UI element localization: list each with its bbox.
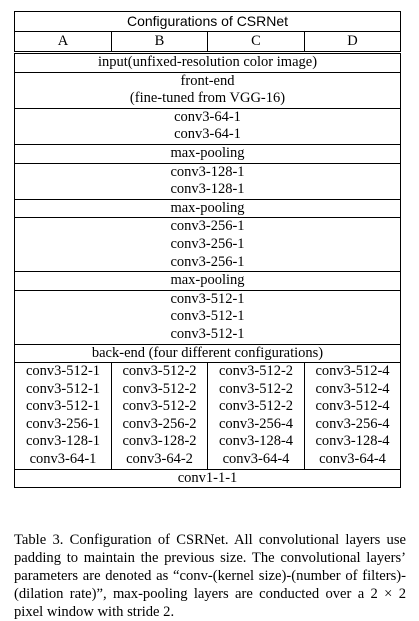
frontend-layer: conv3-64-1 bbox=[15, 126, 401, 144]
frontend-layer: conv3-128-1 bbox=[15, 163, 401, 181]
table-row bbox=[15, 108, 401, 126]
backend-layer: conv3-256-4 bbox=[305, 416, 401, 434]
column-header: A bbox=[15, 32, 112, 53]
column-header: B bbox=[112, 32, 208, 53]
backend-layer: conv3-512-4 bbox=[305, 381, 401, 399]
input-layer: input(unfixed-resolution color image) bbox=[15, 53, 401, 73]
backend-layer: conv3-128-4 bbox=[208, 433, 305, 451]
table-row bbox=[15, 344, 401, 363]
table-row bbox=[15, 398, 401, 416]
backend-title: back-end (four different configurations) bbox=[15, 344, 401, 363]
configuration-table bbox=[14, 11, 401, 488]
table-body bbox=[15, 12, 401, 488]
table-row bbox=[15, 272, 401, 291]
frontend-layer: conv3-128-1 bbox=[15, 181, 401, 199]
frontend-layer: conv3-64-1 bbox=[15, 108, 401, 126]
backend-layer: conv3-128-1 bbox=[15, 433, 112, 451]
table-row bbox=[15, 126, 401, 144]
backend-layer: conv3-512-2 bbox=[112, 381, 208, 399]
backend-layer: conv3-512-2 bbox=[208, 363, 305, 381]
backend-layer: conv3-256-2 bbox=[112, 416, 208, 434]
backend-layer: conv3-128-4 bbox=[305, 433, 401, 451]
frontend-layer: conv3-256-1 bbox=[15, 236, 401, 254]
backend-layer: conv3-512-2 bbox=[208, 398, 305, 416]
backend-layer: conv3-256-4 bbox=[208, 416, 305, 434]
backend-layer: conv3-512-4 bbox=[305, 398, 401, 416]
table-row bbox=[15, 181, 401, 199]
backend-layer: conv3-512-2 bbox=[208, 381, 305, 399]
table-caption: Table 3. Configuration of CSRNet. All convolutional layers use padding to maintain the previous size. The convolutional layers’ parameters are denoted as “conv-(kernel size)-(number of filters)-(dilation rate)”, max-pooling layers are conducted over a 2 × 2 pixel window with stride 2. bbox=[14, 531, 406, 620]
table-row bbox=[15, 290, 401, 308]
column-header-row bbox=[15, 32, 401, 53]
backend-layer: conv3-64-4 bbox=[305, 451, 401, 469]
table-row bbox=[15, 433, 401, 451]
backend-layer: conv3-512-1 bbox=[15, 398, 112, 416]
frontend-layer: conv3-512-1 bbox=[15, 290, 401, 308]
output-layer: conv1-1-1 bbox=[15, 469, 401, 488]
table-row bbox=[15, 163, 401, 181]
max-pooling-layer: max-pooling bbox=[15, 272, 401, 291]
frontend-layer: conv3-512-1 bbox=[15, 326, 401, 344]
backend-layer: conv3-256-1 bbox=[15, 416, 112, 434]
table-row bbox=[15, 90, 401, 108]
frontend-layer: conv3-256-1 bbox=[15, 218, 401, 236]
table-row bbox=[15, 326, 401, 344]
table-row bbox=[15, 254, 401, 272]
frontend-subtitle: (fine-tuned from VGG-16) bbox=[15, 90, 401, 108]
table-row bbox=[15, 199, 401, 218]
column-header: C bbox=[208, 32, 305, 53]
frontend-layer: conv3-512-1 bbox=[15, 308, 401, 326]
backend-layer: conv3-512-1 bbox=[15, 381, 112, 399]
backend-layer: conv3-512-4 bbox=[305, 363, 401, 381]
max-pooling-layer: max-pooling bbox=[15, 199, 401, 218]
backend-layer: conv3-128-2 bbox=[112, 433, 208, 451]
table-row bbox=[15, 451, 401, 469]
table-row bbox=[15, 363, 401, 381]
backend-layer: conv3-64-1 bbox=[15, 451, 112, 469]
backend-layer: conv3-512-2 bbox=[112, 363, 208, 381]
table-row bbox=[15, 308, 401, 326]
backend-layer: conv3-512-2 bbox=[112, 398, 208, 416]
table-row bbox=[15, 72, 401, 90]
column-header: D bbox=[305, 32, 401, 53]
table-row bbox=[15, 144, 401, 163]
table-title: Configurations of CSRNet bbox=[15, 12, 401, 32]
table-row bbox=[15, 236, 401, 254]
table-row bbox=[15, 53, 401, 73]
table-row bbox=[15, 218, 401, 236]
frontend-title: front-end bbox=[15, 72, 401, 90]
table-row bbox=[15, 469, 401, 488]
table-row bbox=[15, 416, 401, 434]
backend-layer: conv3-64-4 bbox=[208, 451, 305, 469]
frontend-layer: conv3-256-1 bbox=[15, 254, 401, 272]
table-row bbox=[15, 381, 401, 399]
title-row bbox=[15, 12, 401, 32]
backend-layer: conv3-64-2 bbox=[112, 451, 208, 469]
max-pooling-layer: max-pooling bbox=[15, 144, 401, 163]
backend-layer: conv3-512-1 bbox=[15, 363, 112, 381]
